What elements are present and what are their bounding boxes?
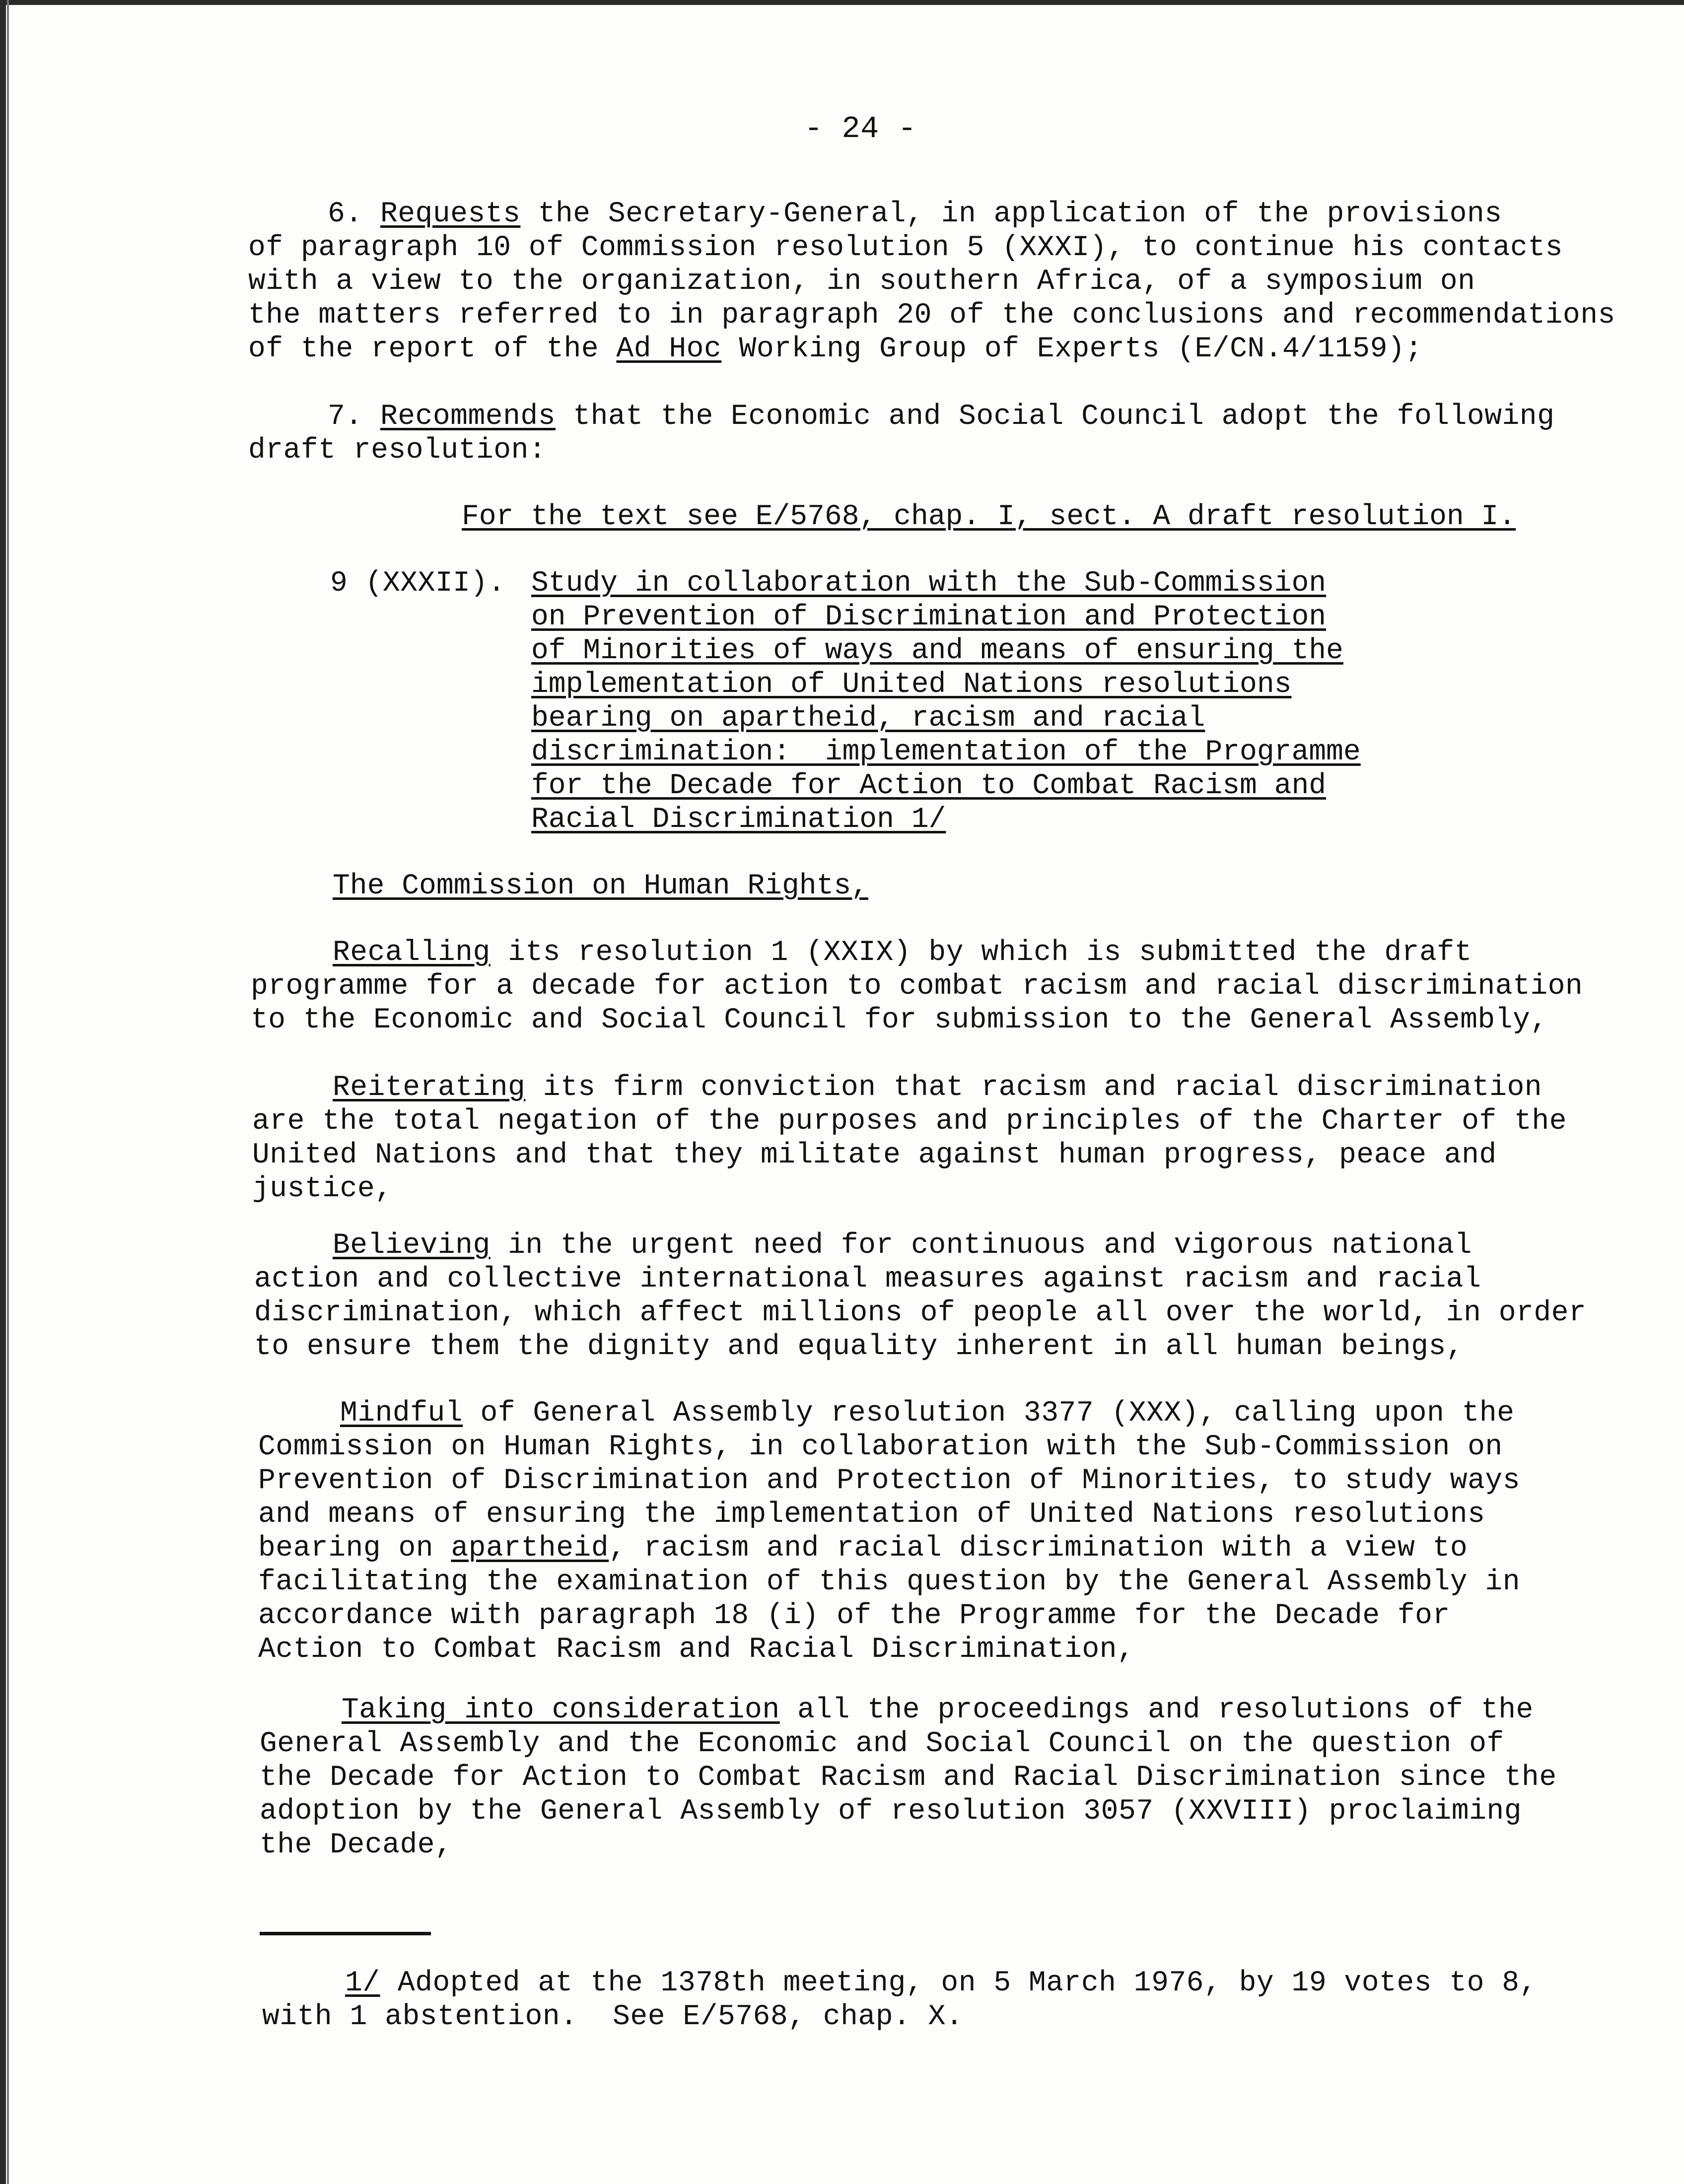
footnote-mark: 1/ xyxy=(345,1967,380,1999)
paragraph-6-line-4: the matters referred to in paragraph 20 of the conclusions and recommendations xyxy=(248,299,1615,332)
taking-line-5: the Decade, xyxy=(260,1829,453,1861)
resolution-number: 9 (XXXII). xyxy=(330,567,506,600)
taking-line-2: General Assembly and the Economic and Social Council on the question of xyxy=(260,1728,1504,1760)
mindful-line-2: Commission on Human Rights, in collaboration with the Sub-Commission on xyxy=(258,1431,1503,1463)
resolution-title-line-1: Study in collaboration with the Sub-Commission xyxy=(531,567,1327,600)
believing-line-3: discrimination, which affect millions of people all over the world, in order xyxy=(254,1297,1587,1329)
footnote-text: Adopted at the 1378th meeting, on 5 March 1976, by 19 votes to 8, xyxy=(380,1967,1537,1999)
taking-lead: Taking into consideration xyxy=(342,1694,780,1726)
taking-line-1 xyxy=(342,1694,1534,1727)
taking-line-3: the Decade for Action to Combat Racism and Racial Discrimination since the xyxy=(260,1762,1557,1794)
mindful-line-6: facilitating the examination of this question by the General Assembly in xyxy=(258,1566,1521,1598)
paragraph-7-line-2: draft resolution: xyxy=(248,434,547,467)
paragraph-7-line-1 xyxy=(328,400,1554,434)
believing-text: in the urgent need for continuous and vigorous national xyxy=(490,1229,1472,1262)
believing-line-4: to ensure them the dignity and equality inherent in all human beings, xyxy=(254,1331,1464,1363)
paragraph-6-number: 6. xyxy=(328,198,363,230)
paragraph-6-text: the Secretary-General, in application of the provisions xyxy=(520,198,1502,230)
mindful-line-4: and means of ensuring the implementation of United Nations resolutions xyxy=(258,1499,1485,1531)
paragraph-7-text: that the Economic and Social Council adopt the following xyxy=(556,401,1555,433)
resolution-title-line-7: for the Decade for Action to Combat Racism and xyxy=(531,770,1327,802)
resolution-title-line-8: Racial Discrimination 1/ xyxy=(531,804,946,836)
paragraph-6-line-2: of paragraph 10 of Commission resolution 5 (XXXI), to continue his contacts xyxy=(248,232,1563,264)
mindful-line-3: Prevention of Discrimination and Protection of Minorities, to study ways xyxy=(258,1465,1521,1497)
reiterating-line-1 xyxy=(333,1071,1542,1105)
taking-text: all the proceedings and resolutions of the xyxy=(779,1694,1534,1726)
mindful-text-a: bearing on xyxy=(258,1532,451,1565)
paragraph-7-number: 7. xyxy=(328,401,363,433)
paragraph-7-lead: Recommends xyxy=(380,401,556,433)
mindful-text: of General Assembly resolution 3377 (XXX), calling upon the xyxy=(463,1397,1515,1430)
recalling-text: its resolution 1 (XXIX) by which is submitted the draft xyxy=(490,937,1472,969)
mindful-line-5 xyxy=(258,1532,1468,1566)
recalling-line-2: programme for a decade for action to combat racism and racial discrimination xyxy=(251,970,1583,1003)
resolution-title-line-3: of Minorities of ways and means of ensuring the xyxy=(531,635,1343,667)
scan-edge-top xyxy=(0,0,1684,5)
paragraph-6-lead: Requests xyxy=(380,198,521,230)
recalling-lead: Recalling xyxy=(333,937,491,969)
mindful-lead: Mindful xyxy=(340,1397,463,1430)
paragraph-6-line-1 xyxy=(328,198,1502,231)
paragraph-6-line-5 xyxy=(248,333,1423,366)
resolution-title-line-6: discrimination: implementation of the Programme xyxy=(531,736,1361,768)
scan-edge-left-inner xyxy=(7,0,9,2184)
reiterating-lead: Reiterating xyxy=(333,1072,526,1104)
recalling-line-1 xyxy=(333,936,1472,970)
footnote-line-1 xyxy=(345,1967,1537,2000)
footnote-line-2: with 1 abstention. See E/5768, chap. X. xyxy=(262,2001,964,2033)
mindful-line-1 xyxy=(340,1397,1514,1431)
text-reference: For the text see E/5768, chap. I, sect. A draft resolution I. xyxy=(462,501,1516,533)
believing-line-1 xyxy=(333,1229,1472,1263)
paragraph-6-text-a: of the report of the xyxy=(248,333,617,365)
recalling-line-3: to the Economic and Social Council for submission to the General Assembly, xyxy=(251,1004,1548,1036)
reiterating-text: its firm conviction that racism and racial discrimination xyxy=(525,1072,1543,1104)
believing-lead: Believing xyxy=(333,1229,491,1262)
page-number: - 24 - xyxy=(804,111,917,146)
resolution-title-line-4: implementation of United Nations resolutions xyxy=(531,669,1292,701)
taking-line-4: adoption by the General Assembly of resolution 3057 (XXVIII) proclaiming xyxy=(260,1795,1522,1828)
commission-heading: The Commission on Human Rights, xyxy=(333,870,868,902)
paragraph-6-text-c: Working Group of Experts (E/CN.4/1159); xyxy=(721,333,1423,365)
mindful-text-c: , racism and racial discrimination with a view to xyxy=(609,1532,1468,1565)
footnote-separator xyxy=(260,1932,431,1935)
ad-hoc-term: Ad Hoc xyxy=(616,333,722,365)
scan-edge-left xyxy=(0,0,6,2184)
resolution-title-line-5: bearing on apartheid, racism and racial xyxy=(531,702,1205,735)
reiterating-line-2: are the total negation of the purposes and principles of the Charter of the xyxy=(252,1105,1567,1138)
apartheid-term: apartheid xyxy=(451,1532,609,1565)
reiterating-line-3: United Nations and that they militate against human progress, peace and xyxy=(252,1139,1497,1171)
mindful-line-8: Action to Combat Racism and Racial Discrimination, xyxy=(258,1634,1135,1666)
believing-line-2: action and collective international measures against racism and racial xyxy=(254,1263,1481,1296)
reiterating-line-4: justice, xyxy=(252,1173,393,1205)
paragraph-6-line-3: with a view to the organization, in southern Africa, of a symposium on xyxy=(248,266,1475,298)
resolution-title-line-2: on Prevention of Discrimination and Protection xyxy=(531,601,1327,633)
mindful-line-7: accordance with paragraph 18 (i) of the Programme for the Decade for xyxy=(258,1600,1450,1632)
